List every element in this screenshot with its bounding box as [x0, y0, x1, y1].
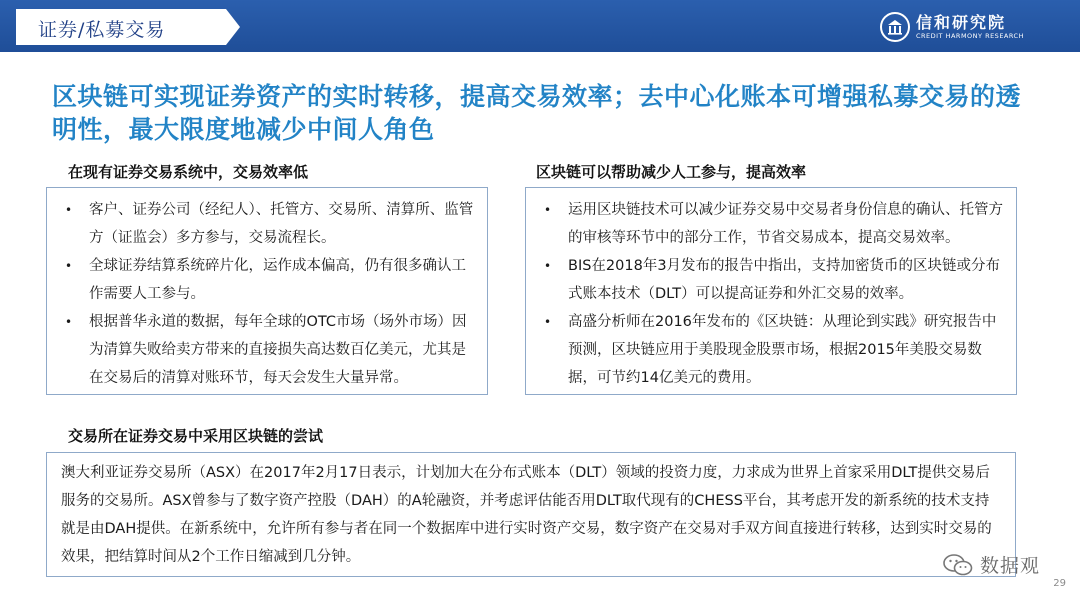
- watermark-label: 数据观: [979, 555, 1040, 577]
- right-bullet-item: • BIS在2018年3月发布的报告中指出，支持加密货币的区块链或分布式账本技术（DLT）可以提高证券和外汇交易的效率。: [542, 252, 1006, 308]
- watermark: [942, 551, 1040, 578]
- logo-subtitle: CREDIT HARMONY RESEARCH: [915, 31, 1024, 40]
- section-tag-arrow: [226, 9, 240, 45]
- bottom-panel-title: 交易所在证券交易中采用区块链的尝试: [68, 427, 324, 445]
- left-bullet-item: • 根据普华永道的数据，每年全球的OTC市场（场外市场）因为清算失败给卖方带来的直接损失高达数百亿美元，尤其是在交易后的清算对账环节，每天会发生大量异常。: [63, 308, 477, 392]
- right-panel-title: 区块链可以帮助减少人工参与，提高效率: [536, 163, 807, 181]
- section-tag: [16, 9, 226, 45]
- slide-headline: 区块链可实现证券资产的实时转移，提高交易效率；去中心化账本可增强私募交易的透明性，最大限度地减少中间人角色: [52, 82, 1022, 144]
- building-icon: [880, 12, 910, 42]
- bottom-panel: [46, 452, 1016, 577]
- section-tag-label: 证券/私募交易: [38, 19, 166, 41]
- right-bullet-item: • 运用区块链技术可以减少证券交易中交易者身份信息的确认、托管方的审核等环节中的部分工作，节省交易成本，提高交易效率。: [542, 196, 1006, 252]
- header-bar: [0, 0, 1080, 52]
- logo: [880, 8, 1024, 46]
- bottom-panel-text: 澳大利亚证券交易所（ASX）在2017年2月17日表示，计划加大在分布式账本（DLT）领域的投资力度，力求成为世界上首家采用DLT提供交易后服务的交易所。ASX曾参与了数字资产控股（DAH）的A轮融资，并考虑评估能否用DLT取代现有的CHESS平台，其考虑开发的新系统的技术支持就是由DAH提供。在新系统中，允许所有参与者在同一个数据库中进行实时资产交易，数字资产在交易对手双方间直接进行转移，达到实时交易的效果，把结算时间从2个工作日缩减到几分钟。: [61, 465, 992, 565]
- left-bullet-item: • 客户、证券公司（经纪人）、托管方、交易所、清算所、监管方（证监会）多方参与，交易流程长。: [63, 196, 477, 252]
- left-panel-title: 在现有证券交易系统中，交易效率低: [68, 163, 309, 181]
- wechat-icon: [942, 553, 974, 577]
- left-panel: [46, 187, 488, 395]
- page-number: 29: [1053, 578, 1066, 589]
- right-bullet-item: • 高盛分析师在2016年发布的《区块链：从理论到实践》研究报告中预测，区块链应用于美股现金股票市场，根据2015年美股交易数据，可节约14亿美元的费用。: [542, 308, 1006, 392]
- left-bullet-item: • 全球证券结算系统碎片化，运作成本偏高，仍有很多确认工作需要人工参与。: [63, 252, 477, 308]
- right-panel: [525, 187, 1017, 395]
- logo-name: 信和研究院: [915, 12, 1006, 32]
